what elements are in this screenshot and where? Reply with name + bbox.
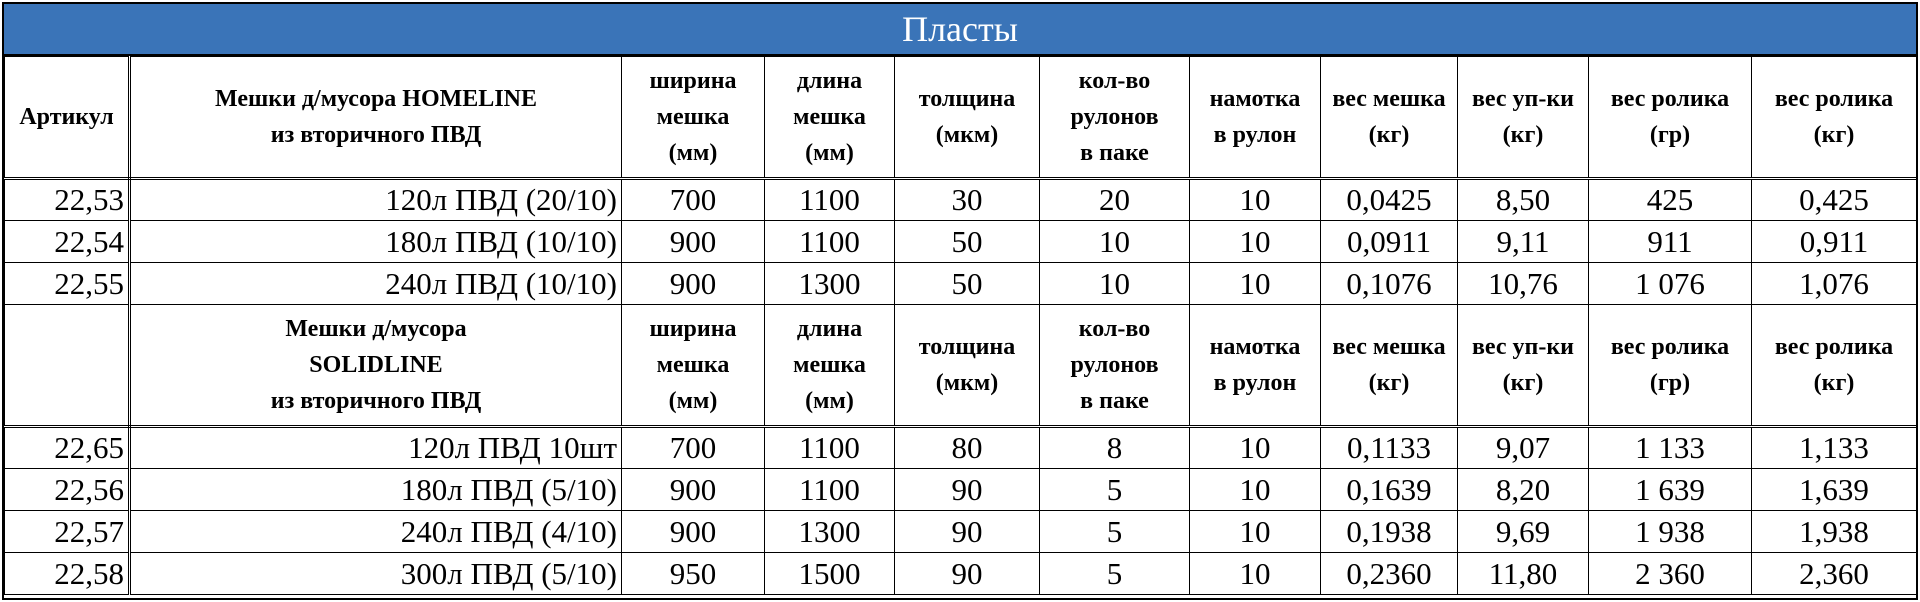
width-cell: 700	[622, 427, 765, 469]
column-header-pack-weight	[1458, 57, 1589, 179]
column-header-roll-weight-g	[1589, 57, 1752, 179]
article-cell: 22,57	[5, 511, 130, 553]
column-header-rolls	[1040, 305, 1190, 427]
roll-kg-cell: 0,911	[1752, 221, 1917, 263]
pack-weight-cell: 9,69	[1458, 511, 1589, 553]
column-header-width-line: (мм)	[668, 388, 718, 414]
column-header-roll-weight-kg-line: (кг)	[1813, 370, 1855, 396]
thickness-cell: 80	[895, 427, 1040, 469]
length-cell: 1100	[765, 427, 895, 469]
column-header-pack-weight-line: (кг)	[1502, 370, 1544, 396]
thickness-cell: 90	[895, 511, 1040, 553]
roll-kg-cell: 1,133	[1752, 427, 1917, 469]
rolls-cell: 8	[1040, 427, 1190, 469]
roll-g-cell: 1 938	[1589, 511, 1752, 553]
column-header-bag-weight-line: вес мешка	[1332, 334, 1446, 360]
length-cell: 1300	[765, 511, 895, 553]
column-header-winding-line: намотка	[1209, 86, 1301, 112]
pack-weight-cell: 8,50	[1458, 179, 1589, 221]
column-header-length-line: мешка	[793, 352, 866, 378]
column-header-bag-weight-line: вес мешка	[1332, 86, 1446, 112]
roll-g-cell: 425	[1589, 179, 1752, 221]
winding-cell: 10	[1190, 263, 1321, 305]
column-header-thickness	[895, 57, 1040, 179]
winding-cell: 10	[1190, 469, 1321, 511]
column-header-length-line: (мм)	[805, 388, 854, 414]
column-header-rolls-line: кол-во	[1078, 316, 1151, 342]
table-row	[5, 511, 1917, 553]
column-header-width-line: (мм)	[668, 140, 718, 166]
table-row	[5, 553, 1917, 595]
column-header-bag-weight	[1321, 305, 1458, 427]
column-header-thickness-line: толщина	[918, 86, 1016, 112]
roll-g-cell: 2 360	[1589, 553, 1752, 595]
column-header-bag-weight	[1321, 57, 1458, 179]
product-name-cell: 120л ПВД 10шт	[130, 427, 622, 469]
product-name-cell: 120л ПВД (20/10)	[130, 179, 622, 221]
roll-kg-cell: 1,076	[1752, 263, 1917, 305]
column-header-length	[765, 57, 895, 179]
roll-g-cell: 911	[1589, 221, 1752, 263]
table-row	[5, 469, 1917, 511]
table-row	[5, 179, 1917, 221]
roll-kg-cell: 0,425	[1752, 179, 1917, 221]
column-header-bag-weight-line: (кг)	[1368, 370, 1410, 396]
thickness-cell: 90	[895, 469, 1040, 511]
thickness-cell: 30	[895, 179, 1040, 221]
pack-weight-cell: 10,76	[1458, 263, 1589, 305]
column-header-rolls-line: в паке	[1080, 388, 1149, 414]
column-header-article: Артикул	[5, 57, 130, 179]
roll-kg-cell: 2,360	[1752, 553, 1917, 595]
thickness-cell: 50	[895, 221, 1040, 263]
column-header-rolls-line: рулонов	[1070, 104, 1159, 130]
column-header-thickness	[895, 305, 1040, 427]
price-sheet	[2, 2, 1918, 600]
rolls-cell: 5	[1040, 511, 1190, 553]
product-name-cell: 240л ПВД (4/10)	[130, 511, 622, 553]
roll-g-cell: 1 133	[1589, 427, 1752, 469]
column-header-length-line: мешка	[793, 104, 866, 130]
article-cell: 22,65	[5, 427, 130, 469]
column-header-width-line: ширина	[649, 316, 737, 342]
length-cell: 1100	[765, 221, 895, 263]
roll-g-cell: 1 639	[1589, 469, 1752, 511]
column-header-width-line: мешка	[656, 352, 730, 378]
pack-weight-cell: 11,80	[1458, 553, 1589, 595]
column-header-width-line: мешка	[656, 104, 730, 130]
bag-weight-cell: 0,1639	[1321, 469, 1458, 511]
length-cell: 1100	[765, 179, 895, 221]
table-header-row	[5, 57, 1917, 179]
column-header-product	[130, 305, 622, 427]
width-cell: 900	[622, 511, 765, 553]
pack-weight-cell: 9,11	[1458, 221, 1589, 263]
article-cell: 22,55	[5, 263, 130, 305]
rolls-cell: 5	[1040, 469, 1190, 511]
column-header-roll-weight-kg	[1752, 305, 1917, 427]
column-header-winding	[1190, 305, 1321, 427]
sheet-title: Пласты	[4, 4, 1916, 56]
article-cell: 22,54	[5, 221, 130, 263]
column-header-roll-weight-kg-line: вес ролика	[1774, 86, 1894, 112]
length-cell: 1100	[765, 469, 895, 511]
winding-cell: 10	[1190, 221, 1321, 263]
width-cell: 900	[622, 263, 765, 305]
table-row	[5, 427, 1917, 469]
winding-cell: 10	[1190, 179, 1321, 221]
article-cell: 22,58	[5, 553, 130, 595]
bag-weight-cell: 0,0911	[1321, 221, 1458, 263]
column-header-length-line: (мм)	[805, 140, 854, 166]
column-header-rolls-line: в паке	[1080, 140, 1149, 166]
column-header-article-empty	[5, 305, 130, 427]
product-name-cell: 180л ПВД (5/10)	[130, 469, 622, 511]
column-header-product-line: SOLIDLINE	[309, 352, 443, 378]
article-cell: 22,56	[5, 469, 130, 511]
bag-weight-cell: 0,1938	[1321, 511, 1458, 553]
column-header-pack-weight-line: вес уп-ки	[1471, 86, 1575, 112]
width-cell: 900	[622, 469, 765, 511]
column-header-product-line: из вторичного ПВД	[270, 388, 482, 414]
column-header-product	[130, 57, 622, 179]
column-header-width	[622, 57, 765, 179]
column-header-product-line: Мешки д/мусора	[285, 316, 467, 342]
column-header-roll-weight-kg-line: вес ролика	[1774, 334, 1894, 360]
roll-g-cell: 1 076	[1589, 263, 1752, 305]
column-header-roll-weight-kg-line: (кг)	[1813, 122, 1855, 148]
rolls-cell: 10	[1040, 263, 1190, 305]
winding-cell: 10	[1190, 553, 1321, 595]
bag-weight-cell: 0,1076	[1321, 263, 1458, 305]
roll-kg-cell: 1,938	[1752, 511, 1917, 553]
article-cell: 22,53	[5, 179, 130, 221]
rolls-cell: 10	[1040, 221, 1190, 263]
column-header-winding	[1190, 57, 1321, 179]
roll-kg-cell: 1,639	[1752, 469, 1917, 511]
column-header-roll-weight-g	[1589, 305, 1752, 427]
bag-weight-cell: 0,0425	[1321, 179, 1458, 221]
bag-weight-cell: 0,2360	[1321, 553, 1458, 595]
column-header-thickness-line: толщина	[918, 334, 1016, 360]
column-header-roll-weight-g-line: вес ролика	[1610, 86, 1730, 112]
column-header-length-line: длина	[796, 316, 863, 342]
product-name-cell: 240л ПВД (10/10)	[130, 263, 622, 305]
width-cell: 950	[622, 553, 765, 595]
width-cell: 700	[622, 179, 765, 221]
column-header-roll-weight-g-line: (гр)	[1649, 370, 1691, 396]
pack-weight-cell: 9,07	[1458, 427, 1589, 469]
column-header-thickness-line: (мкм)	[935, 370, 999, 396]
column-header-winding-line: в рулон	[1213, 370, 1297, 396]
column-header-thickness-line: (мкм)	[935, 122, 999, 148]
table-header-row	[5, 305, 1917, 427]
column-header-winding-line: намотка	[1209, 334, 1301, 360]
column-header-roll-weight-g-line: (гр)	[1649, 122, 1691, 148]
column-header-pack-weight-line: вес уп-ки	[1471, 334, 1575, 360]
column-header-rolls	[1040, 57, 1190, 179]
column-header-width	[622, 305, 765, 427]
winding-cell: 10	[1190, 511, 1321, 553]
column-header-roll-weight-kg	[1752, 57, 1917, 179]
table-row	[5, 221, 1917, 263]
thickness-cell: 90	[895, 553, 1040, 595]
thickness-cell: 50	[895, 263, 1040, 305]
width-cell: 900	[622, 221, 765, 263]
winding-cell: 10	[1190, 427, 1321, 469]
pack-weight-cell: 8,20	[1458, 469, 1589, 511]
column-header-rolls-line: рулонов	[1070, 352, 1159, 378]
rolls-cell: 20	[1040, 179, 1190, 221]
product-name-cell: 300л ПВД (5/10)	[130, 553, 622, 595]
length-cell: 1300	[765, 263, 895, 305]
products-table	[4, 56, 1917, 595]
product-name-cell: 180л ПВД (10/10)	[130, 221, 622, 263]
column-header-roll-weight-g-line: вес ролика	[1610, 334, 1730, 360]
rolls-cell: 5	[1040, 553, 1190, 595]
column-header-pack-weight-line: (кг)	[1502, 122, 1544, 148]
column-header-rolls-line: кол-во	[1078, 68, 1151, 94]
column-header-pack-weight	[1458, 305, 1589, 427]
column-header-product-line: из вторичного ПВД	[270, 122, 482, 148]
column-header-bag-weight-line: (кг)	[1368, 122, 1410, 148]
bag-weight-cell: 0,1133	[1321, 427, 1458, 469]
length-cell: 1500	[765, 553, 895, 595]
column-header-product-line: Мешки д/мусора HOMELINE	[214, 86, 537, 112]
table-row	[5, 263, 1917, 305]
column-header-winding-line: в рулон	[1213, 122, 1297, 148]
column-header-width-line: ширина	[649, 68, 737, 94]
column-header-length-line: длина	[796, 68, 863, 94]
column-header-length	[765, 305, 895, 427]
